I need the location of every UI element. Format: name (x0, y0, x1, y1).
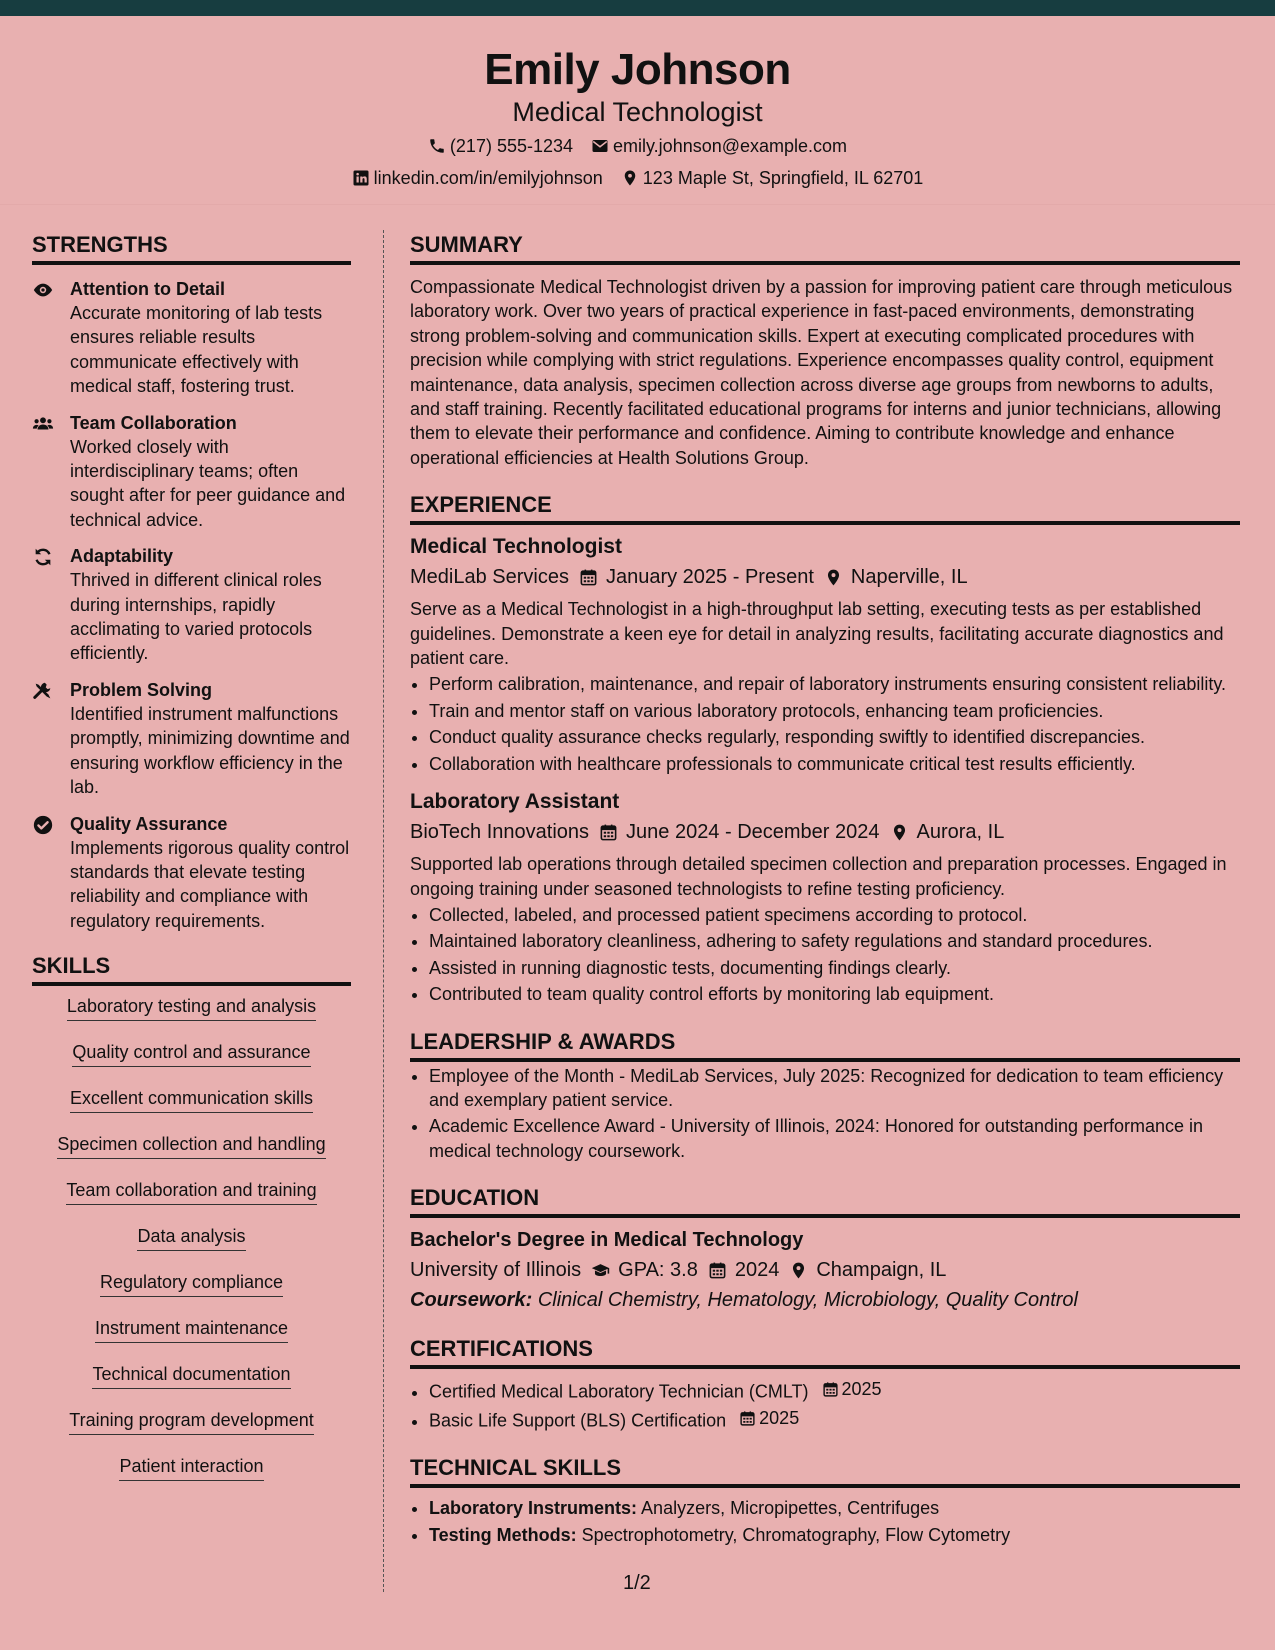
list-item: • Conduct quality assurance checks regularly, responding swiftly to identified discrepancies. (429, 725, 1240, 749)
contact-phone (428, 134, 573, 158)
strength-title: Quality Assurance (70, 813, 228, 834)
calendar-icon (708, 1261, 727, 1280)
job-company: BioTech Innovations (410, 821, 590, 844)
candidate-name: Emily Johnson (484, 45, 791, 94)
resume-header (0, 16, 1275, 205)
strength-text: Implements rigorous quality control standards that elevate testing reliability and compliance with regulatory requirements. (70, 837, 350, 931)
contact-linkedin (352, 166, 603, 190)
left-column (32, 230, 351, 1500)
address-text: 123 Maple St, Springfield, IL 62701 (642, 168, 924, 188)
calendar-icon (579, 568, 598, 587)
education-heading: EDUCATION (410, 1183, 1240, 1218)
list-item: • Collaboration with healthcare professionals to communicate critical test results efficiently. (429, 752, 1240, 776)
skill-item: Instrument maintenance (95, 1316, 288, 1343)
certifications-heading: CERTIFICATIONS (410, 1334, 1240, 1369)
list-item: • Employee of the Month - MediLab Services, July 2025: Recognized for dedication to team efficiency and exemplary patient service. (429, 1064, 1240, 1113)
experience-section (410, 490, 1240, 1006)
skill-item: Patient interaction (119, 1454, 263, 1481)
contact-email (591, 134, 847, 158)
list-item: • Collected, labeled, and processed patient specimens according to protocol. (429, 903, 1240, 927)
job-dates: June 2024 - December 2024 (626, 821, 880, 844)
skill-item: Data analysis (137, 1224, 245, 1251)
job-meta (410, 818, 1240, 846)
graduation-year: 2024 (734, 1259, 780, 1282)
job-title: Medical Technologist (410, 535, 622, 559)
summary-text: Compassionate Medical Technologist driven by a passion for improving patient care through meticulous laboratory work. Over two years of practical experience in fast-paced environments, demonstrating strong problem-solving and communication skills. Expert at executing complicated procedures with precision while complying with strict regulations. Experience encompasses quality control, equipment maintenance, data analysis, specimen collection across diverse age groups from newborns to adults, and staff training. Recently facilitated educational programs for interns and junior technicians, allowing them to elevate their performance and confidence. Aiming to contribute knowledge and enhance operational efficiencies at Health Solutions Group. (410, 277, 1233, 468)
strength-item (32, 277, 351, 399)
email-text: emily.johnson@example.com (613, 136, 848, 156)
leadership-heading: LEADERSHIP & AWARDS (410, 1027, 1240, 1062)
calendar-icon (739, 1410, 756, 1427)
experience-heading: EXPERIENCE (410, 490, 1240, 525)
skill-item: Regulatory compliance (100, 1270, 283, 1297)
certifications-list (429, 1377, 1240, 1433)
users-icon (32, 413, 54, 435)
job-dates: January 2025 - Present (605, 566, 814, 589)
linkedin-text: linkedin.com/in/emilyjohnson (373, 168, 603, 188)
skill-item: Team collaboration and training (66, 1178, 316, 1205)
strength-item (32, 544, 351, 666)
strength-title: Team Collaboration (70, 412, 237, 433)
list-item: • Perform calibration, maintenance, and repair of laboratory instruments ensuring consistent reliability. (429, 672, 1240, 696)
linkedin-icon (352, 169, 370, 187)
right-column (410, 230, 1240, 1549)
cert-name: Basic Life Support (BLS) Certification (429, 1410, 727, 1431)
list-item: • Academic Excellence Award - University of Illinois, 2024: Honored for outstanding performance in medical technology coursework. (429, 1114, 1240, 1163)
graduation-cap-icon (591, 1261, 610, 1280)
degree-title: Bachelor's Degree in Medical Technology (410, 1229, 804, 1252)
strength-item (32, 678, 351, 800)
cert-name: Certified Medical Laboratory Technician (CMLT) (429, 1381, 809, 1402)
strength-title: Attention to Detail (70, 279, 225, 299)
list-item: • Assisted in running diagnostic tests, documenting findings clearly. (429, 956, 1240, 980)
skill-item: Excellent communication skills (70, 1086, 313, 1113)
map-marker-icon (789, 1261, 808, 1280)
gpa: GPA: 3.8 (618, 1259, 698, 1282)
skill-item: Technical documentation (92, 1362, 290, 1389)
tech-label: Testing Methods: (429, 1524, 577, 1545)
job-title: Laboratory Assistant (410, 790, 620, 814)
strengths-heading: STRENGTHS (32, 230, 351, 265)
list-item (429, 1496, 1240, 1520)
calendar-icon (822, 1381, 839, 1398)
phone-icon (428, 137, 446, 155)
job-location: Naperville, IL (850, 566, 968, 589)
calendar-icon (599, 823, 618, 842)
sync-icon (32, 546, 54, 568)
education-meta (410, 1256, 1240, 1284)
skills-list (32, 994, 351, 1500)
map-marker-icon (824, 568, 843, 587)
skill-item: Laboratory testing and analysis (67, 994, 316, 1021)
strength-text: Worked closely with interdisciplinary teams; often sought after for peer guidance and technical advice. (70, 436, 346, 530)
school-name: University of Illinois (410, 1259, 582, 1282)
top-color-bar (0, 0, 1275, 16)
skill-item: Specimen collection and handling (57, 1132, 325, 1159)
eye-icon (32, 279, 54, 301)
list-item (429, 1406, 1240, 1433)
job-bullets (429, 672, 1240, 776)
technical-skills-list (429, 1496, 1240, 1547)
job-location: Aurora, IL (916, 821, 1005, 844)
list-item (429, 1377, 1240, 1404)
contact-address (621, 166, 924, 190)
technical-skills-section (410, 1453, 1240, 1547)
skill-item: Training program development (69, 1408, 313, 1435)
technical-skills-heading: TECHNICAL SKILLS (410, 1453, 1240, 1488)
tech-label: Laboratory Instruments: (429, 1498, 638, 1519)
coursework-label: Coursework: (410, 1289, 533, 1312)
list-item: • Contributed to team quality control efforts by monitoring lab equipment. (429, 982, 1240, 1006)
strength-item (32, 812, 351, 934)
list-item (429, 1523, 1240, 1547)
list-item: • Maintained laboratory cleanliness, adhering to safety regulations and standard procedures. (429, 929, 1240, 953)
job-description: Serve as a Medical Technologist in a high-throughput lab setting, executing tests as per established guidelines. Demonstrate a keen eye for detail in analyzing results, facilitating accurate diagnostics and patient care. (410, 599, 1224, 669)
education-section (410, 1183, 1240, 1314)
summary-heading: SUMMARY (410, 230, 1240, 265)
certifications-section (410, 1334, 1240, 1433)
page-number: 1/2 (623, 1572, 651, 1594)
phone-text: (217) 555-1234 (449, 136, 574, 156)
strength-text: Thrived in different clinical roles during internships, rapidly acclimating to varied protocols efficiently. (70, 570, 322, 664)
contact-row-1 (0, 134, 1275, 158)
strength-text: Identified instrument malfunctions promptly, minimizing downtime and ensuring workflow efficiency in the lab. (70, 703, 350, 798)
leadership-section (410, 1027, 1240, 1164)
list-item: • Train and mentor staff on various laboratory protocols, enhancing team proficiencies. (429, 699, 1240, 723)
cert-year: 2025 (841, 1379, 882, 1400)
map-marker-icon (621, 169, 639, 187)
cert-year: 2025 (759, 1408, 800, 1429)
tools-icon (32, 680, 54, 702)
strength-title: Adaptability (70, 546, 174, 567)
coursework-text: Clinical Chemistry, Hematology, Microbiology, Quality Control (537, 1289, 1078, 1312)
envelope-icon (591, 137, 609, 155)
skills-heading: SKILLS (32, 951, 351, 986)
strength-title: Problem Solving (70, 679, 213, 700)
check-circle-icon (32, 814, 54, 836)
awards-list (429, 1064, 1240, 1164)
strength-item (32, 411, 351, 533)
skill-item: Quality control and assurance (72, 1040, 310, 1067)
job-meta (410, 563, 1240, 591)
contact-row-2 (0, 166, 1275, 190)
coursework (410, 1286, 1240, 1314)
job-bullets (429, 903, 1240, 1007)
job-company: MediLab Services (410, 566, 569, 589)
candidate-title: Medical Technologist (512, 97, 763, 127)
column-divider (383, 230, 384, 1592)
tech-value: Analyzers, Micropipettes, Centrifuges (641, 1498, 940, 1519)
tech-value: Spectrophotometry, Chromatography, Flow Cytometry (581, 1524, 1011, 1545)
school-location: Champaign, IL (816, 1259, 947, 1282)
map-marker-icon (890, 823, 909, 842)
strength-text: Accurate monitoring of lab tests ensures reliable results communicate effectively with medical staff, fostering trust. (70, 303, 323, 397)
job-description: Supported lab operations through detailed specimen collection and preparation processes. Engaged in ongoing training under seasoned technologists to refine testing proficiency. (410, 854, 1227, 899)
